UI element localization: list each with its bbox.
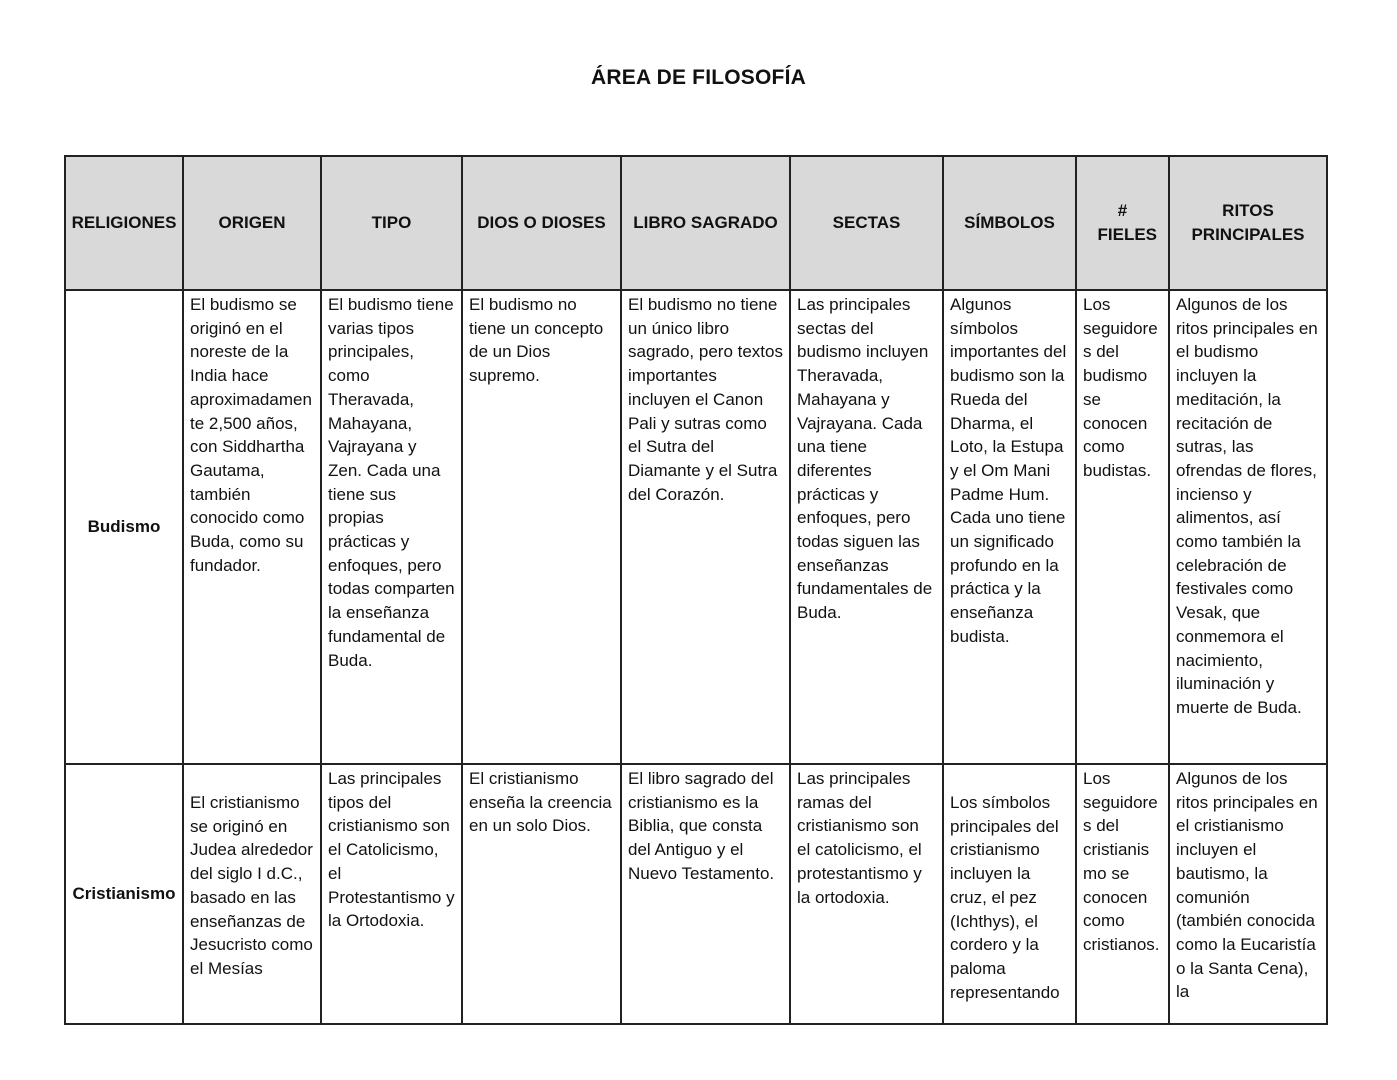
header-simbolos: SÍMBOLOS — [943, 156, 1076, 290]
ritos-text: Algunos de los ritos principales en el budismo incluyen la meditación, la recitación de sutras, las ofrendas de flores, incienso y alimentos, así como también la celebración de festivales como Vesak, que conmemora el nacimiento, iluminación y muerte de Buda. — [1176, 295, 1318, 717]
header-ritos — [1169, 156, 1327, 290]
fieles-cell — [1076, 764, 1169, 1024]
header-libro-sagrado: LIBRO SAGRADO — [621, 156, 790, 290]
simbolos-cell — [943, 764, 1076, 1024]
header-fieles — [1076, 156, 1169, 290]
religion-name-cell: Cristianismo — [65, 764, 183, 1024]
tipo-cell — [321, 290, 462, 764]
dios-text: El budismo no tiene un concepto de un Dios supremo. — [469, 295, 604, 386]
religions-table — [64, 155, 1328, 1025]
fieles-cell — [1076, 290, 1169, 764]
simbolos-text: Los símbolos principales del cristianismo incluyen la cruz, el pez (Ichthys), el cordero y la paloma representando — [950, 793, 1060, 1002]
libro-cell — [621, 290, 790, 764]
religion-name-cell: Budismo — [65, 290, 183, 764]
libro-cell — [621, 764, 790, 1024]
header-fieles-text: # FIELES — [1097, 201, 1158, 244]
header-origen: ORIGEN — [183, 156, 321, 290]
dios-text: El cristianismo enseña la creencia en un solo Dios. — [469, 769, 612, 836]
sectas-text: Las principales ramas del cristianismo son el catolicismo, el protestantismo y la ortodoxia. — [797, 769, 922, 907]
header-religiones: RELIGIONES — [65, 156, 183, 290]
origen-text: El budismo se originó en el noreste de la India hace aproximadamente 2,500 años, con Siddhartha Gautama, también conocido como Buda, como su fundador. — [190, 295, 312, 575]
origen-text: El cristianismo se originó en Judea alrededor del siglo I d.C., basado en las enseñanzas de Jesucristo como el Mesías — [190, 793, 313, 978]
header-sectas: SECTAS — [790, 156, 943, 290]
fieles-text: Los seguidores del budismo se conocen como budistas. — [1083, 295, 1158, 480]
dios-cell — [462, 290, 621, 764]
sectas-cell — [790, 764, 943, 1024]
ritos-cell — [1169, 764, 1327, 1024]
origen-cell — [183, 290, 321, 764]
header-ritos-text: RITOS PRINCIPALES — [1191, 201, 1305, 244]
dios-cell — [462, 764, 621, 1024]
simbolos-text: Algunos símbolos importantes del budismo son la Rueda del Dharma, el Loto, la Estupa y el Om Mani Padme Hum. Cada uno tiene un significado profundo en la práctica y la enseñanza budista. — [950, 295, 1067, 646]
tipo-text: Las principales tipos del cristianismo son el Catolicismo, el Protestantismo y la Ortodoxia. — [328, 769, 455, 931]
origen-cell — [183, 764, 321, 1024]
table-row-cristianismo — [65, 764, 1327, 1024]
header-dios: DIOS O DIOSES — [462, 156, 621, 290]
simbolos-cell — [943, 290, 1076, 764]
sectas-text: Las principales sectas del budismo incluyen Theravada, Mahayana y Vajrayana. Cada una tiene diferentes prácticas y enfoques, pero todas siguen las enseñanzas fundamentales de Buda. — [797, 295, 933, 623]
header-tipo: TIPO — [321, 156, 462, 290]
ritos-cell — [1169, 290, 1327, 764]
header-row — [65, 156, 1327, 290]
ritos-text: Algunos de los ritos principales en el cristianismo incluyen el bautismo, la comunión (también conocida como la Eucaristía o la Santa Cena), la — [1176, 769, 1318, 1002]
table-row-budismo — [65, 290, 1327, 764]
fieles-text: Los seguidores del cristianismo se conocen como cristianos. — [1083, 769, 1160, 954]
libro-text: El libro sagrado del cristianismo es la Biblia, que consta del Antiguo y el Nuevo Testamento. — [628, 769, 775, 883]
page-title: ÁREA DE FILOSOFÍA — [591, 66, 806, 89]
tipo-cell — [321, 764, 462, 1024]
libro-text: El budismo no tiene un único libro sagrado, pero textos importantes incluyen el Canon Pali y sutras como el Sutra del Diamante y el Sutra del Corazón. — [628, 295, 783, 504]
sectas-cell — [790, 290, 943, 764]
tipo-text: El budismo tiene varias tipos principales, como Theravada, Mahayana, Vajrayana y Zen. Cada una tiene sus propias prácticas y enfoques, pero todas comparten la enseñanza fundamental de Buda. — [328, 295, 455, 670]
